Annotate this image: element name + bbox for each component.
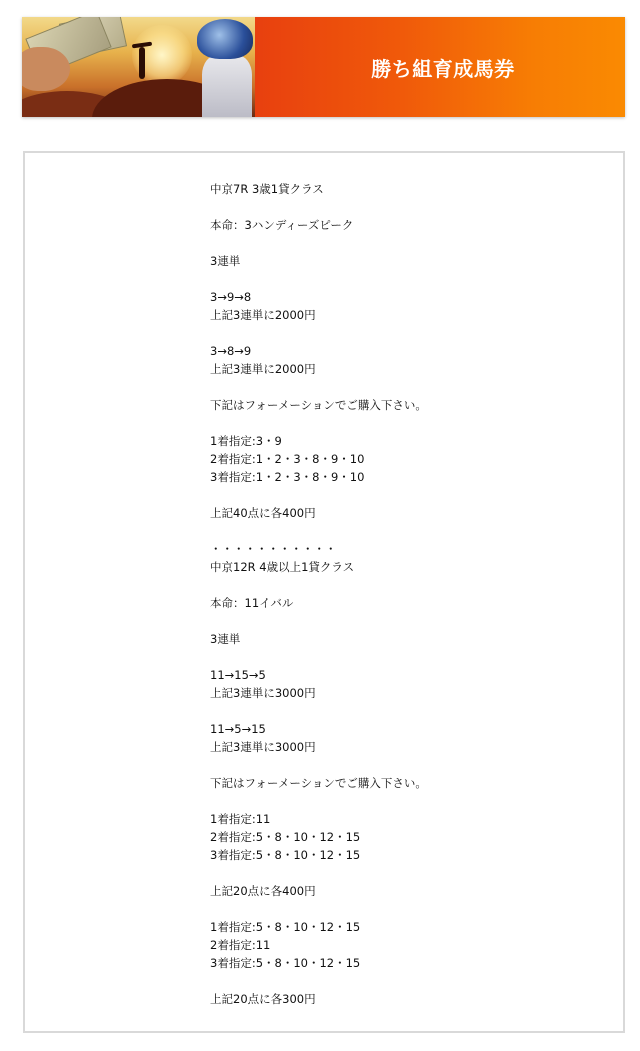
race2-formationB-2nd: 2着指定:11 <box>210 938 271 952</box>
prediction-text <box>210 180 610 1008</box>
header-banner <box>22 17 625 117</box>
race2-formationB-1st: 1着指定:5・8・10・12・15 <box>210 920 361 934</box>
race2-formation-note: 下記はフォーメーションでご購入下さい。 <box>210 776 427 790</box>
race2-formationB-amount: 上記20点に各300円 <box>210 992 316 1006</box>
race2-formationB-3rd: 3着指定:5・8・10・12・15 <box>210 956 361 970</box>
race1-bet-type: 3連単 <box>210 254 241 268</box>
race1-bet1-combo: 3→9→8 <box>210 290 252 304</box>
separator: ・・・・・・・・・・・ <box>210 542 337 556</box>
race2-title: 中京12R 4歳以上1貸クラス <box>210 560 355 574</box>
banner-image <box>22 17 255 117</box>
banner-title: 勝ち組育成馬券 <box>371 56 515 81</box>
race2-bet-type: 3連単 <box>210 632 241 646</box>
race2-bet2-combo: 11→5→15 <box>210 722 266 736</box>
race1-formation-note: 下記はフォーメーションでご購入下さい。 <box>210 398 427 412</box>
race2-formationA-1st: 1着指定:11 <box>210 812 271 826</box>
race2-formationA-amount: 上記20点に各400円 <box>210 884 316 898</box>
race1-honmei: 本命：3ハンディーズピーク <box>210 218 354 232</box>
race2-bet1-amount: 上記3連単に3000円 <box>210 686 316 700</box>
banner-title-area <box>255 17 625 117</box>
race1-formation-amount: 上記40点に各400円 <box>210 506 316 520</box>
race2-bet2-amount: 上記3連単に3000円 <box>210 740 316 754</box>
race1-formation-3rd: 3着指定:1・2・3・8・9・10 <box>210 470 365 484</box>
race2-bet1-combo: 11→15→5 <box>210 668 266 682</box>
race1-bet1-amount: 上記3連単に2000円 <box>210 308 316 322</box>
content-box <box>23 151 625 1033</box>
race2-formationA-3rd: 3着指定:5・8・10・12・15 <box>210 848 361 862</box>
race1-bet2-amount: 上記3連単に2000円 <box>210 362 316 376</box>
race2-honmei: 本命：11イバル <box>210 596 294 610</box>
race1-formation-2nd: 2着指定:1・2・3・8・9・10 <box>210 452 365 466</box>
race1-title: 中京7R 3歳1貸クラス <box>210 182 324 196</box>
race1-formation-1st: 1着指定:3・9 <box>210 434 282 448</box>
race1-bet2-combo: 3→8→9 <box>210 344 252 358</box>
race2-formationA-2nd: 2着指定:5・8・10・12・15 <box>210 830 361 844</box>
